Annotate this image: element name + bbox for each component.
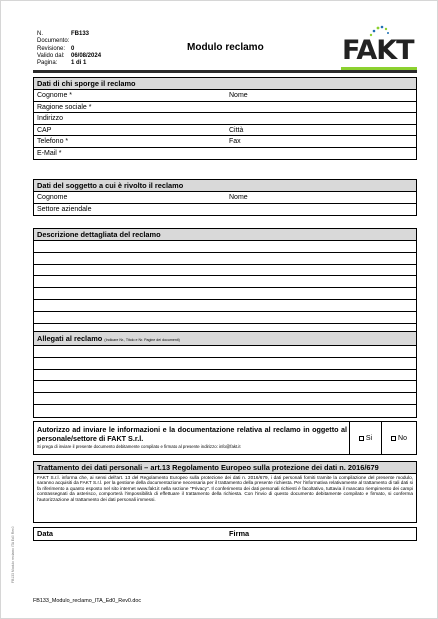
field-label: Ragione sociale * [37,103,92,111]
complainant-section [33,77,417,160]
meta-key: Revisione: [37,45,66,52]
form-row[interactable] [34,113,416,125]
field-label: Indirizzo [37,115,64,122]
field-label: Nome [229,194,248,201]
blank-line[interactable] [34,346,416,358]
meta-key: Valido dal: [37,52,65,59]
meta-value: 0 [71,45,75,52]
section-title: Dati del soggetto a cui è rivolto il reclamo [34,180,416,192]
field-label: CAP [37,126,52,134]
form-row[interactable] [34,90,416,102]
date-label: Data [37,529,54,538]
signature-row[interactable] [33,527,417,541]
field-label: Cognome [37,194,68,201]
meta-value: 06/08/2024 [71,52,102,59]
field-label: Cognome * [37,92,73,99]
attachments-title: Allegati al reclamo [37,334,103,343]
field-label: Settore aziendale [37,205,92,213]
privacy-box [33,461,417,523]
description-section [33,228,417,336]
footer-filename: FB133_Modulo_reclamo_ITA_Ed0_Rev0.doc [33,598,142,604]
consent-no-option[interactable] [381,422,416,454]
form-row[interactable] [34,192,416,204]
field-label: Telefono * [37,138,69,145]
blank-line[interactable] [34,405,416,417]
field-label: E-Mail * [37,149,62,157]
meta-key: N. Documento: [37,31,70,45]
authorization-text: Autorizzo ad inviare le informazioni e la documentazione relativa al reclamo in oggetto al personale/settore di FAKT S.r.l. [37,425,347,443]
document-meta [37,31,101,67]
form-row[interactable] [34,204,416,216]
authorization-box [33,421,417,455]
authorization-note: Si prega di inviare il presente documento debitamente compilato e firmato al presente indirizzo: info@fakt.it [37,444,241,449]
privacy-title: Trattamento dei dati personali – art.13 Regolamento Europeo sulla protezione dei dati n. 2016/679 [34,462,416,474]
blank-line[interactable] [34,241,416,253]
checkbox-icon[interactable] [359,436,364,441]
attachments-note: (Indicare Nr., Titolo e Nr. Pagine dei documenti) [104,338,180,342]
blank-line[interactable] [34,370,416,382]
blank-line[interactable] [34,312,416,324]
checkbox-icon[interactable] [391,436,396,441]
side-margin-text: FB133 Modulo reclamo ITA Ed0 Rev0 [11,526,15,583]
form-row[interactable] [34,125,416,137]
blank-line[interactable] [34,288,416,300]
blank-line[interactable] [34,300,416,312]
consent-yes-label: Si [365,434,373,442]
form-row[interactable] [34,136,416,148]
consent-yes-option[interactable] [349,422,381,454]
blank-line[interactable] [34,381,416,393]
section-title [34,332,416,346]
attachments-section [33,331,417,418]
fakt-logo [341,25,414,69]
privacy-body: FAKT S.r.l. informa che, ai sensi dell'art. 13 del Regolamento Europeo sulla protezione dei dati n. 2016/679, i dati personali forniti tramite la compilazione del presente modulo, saranno acquisiti da FAKT S.r.l. per la gestione della documentazione necessaria per il trattamento della presente richiesta. Per l'informativa relativamente al trattamento di tali dati si fa riferimento a quanto esposto nel sito internet www.fakt.it nella sezione "Privacy". Il conferimento dei dati personali richiesti è facoltativo, tuttavia il mancato riempimento dei campi contrassegnati da asterisco, comporterà l'impossibilità di effettuare il trattamento della richiesta. Con l'invio di questo documento debitamente compilato e firmato, si conferma l'autorizzazione al trattamento dei dati personali immessi. [37,475,413,502]
header-divider [33,70,417,73]
meta-value: 1 di 1 [71,60,87,67]
field-label: Nome [229,92,248,99]
section-title: Descrizione dettagliata del reclamo [34,229,416,241]
field-label: Fax [229,138,241,145]
field-label: Città [229,126,244,134]
blank-line[interactable] [34,393,416,405]
meta-value: FB133 [71,31,90,37]
meta-key: Pagina: [37,60,58,67]
page-title: Modulo reclamo [187,42,264,53]
subject-section [33,179,417,216]
consent-no-label: No [398,434,407,442]
form-row[interactable] [34,102,416,114]
logo-text: FAKT [342,35,414,66]
form-row[interactable] [34,148,416,160]
signature-label: Firma [229,529,250,538]
section-title: Dati di chi sporge il reclamo [34,78,416,90]
blank-line[interactable] [34,276,416,288]
blank-line[interactable] [34,265,416,277]
blank-line[interactable] [34,358,416,370]
blank-line[interactable] [34,253,416,265]
